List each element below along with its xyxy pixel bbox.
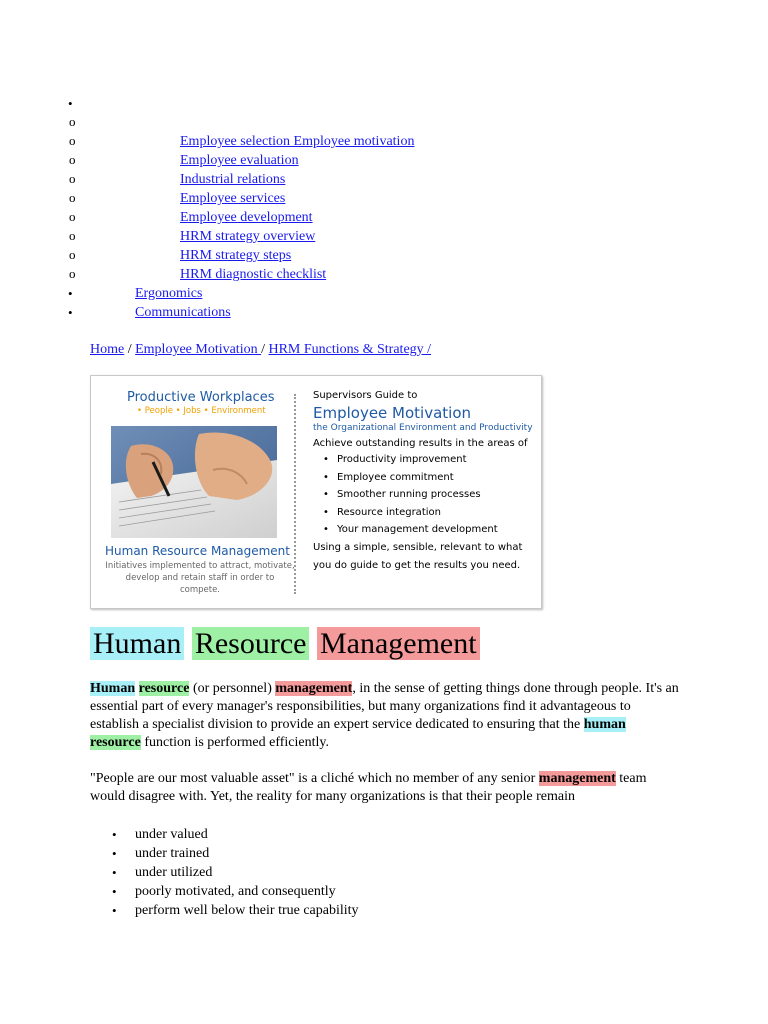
intro-paragraph [90,680,680,752]
list-item: • under valued [90,825,359,844]
nav-item [90,151,414,170]
banner-benefits-list [313,451,541,539]
paragraph-text: "People are our most valuable asset" is a cliché which no member of any senior [90,771,539,786]
nav-link-employee-selection[interactable]: Employee selection Employee motivation [180,134,415,149]
second-paragraph [90,770,680,806]
paragraph-text: , in the sense of getting things done through people. It's an essential part of every manager's responsibilities, but many organizations find it advantageous to establish a specialist division to provide an expert service dedicated to ensuring that the [90,681,679,732]
list-item: • Smoother running processes [313,486,541,504]
nav-link-hrm-strategy-steps[interactable]: HRM strategy steps [180,248,292,263]
supervisors-guide-banner[interactable] [90,375,542,609]
banner-divider [294,394,296,594]
nav-empty-sub-bullet [90,113,414,132]
nav-item [90,132,414,151]
nav-link-hrm-diagnostic-checklist[interactable]: HRM diagnostic checklist [180,267,327,282]
highlight-management: management [538,771,616,786]
using-guide-text: Using a simple, sensible, relevant to what you do guide to get the results you need. [313,541,523,571]
nav-link-employee-services[interactable]: Employee services [180,191,286,206]
list-item: • perform well below their true capability [90,901,359,920]
list-item: • poorly motivated, and consequently [90,882,359,901]
supervisors-guide-label: Supervisors Guide to [313,390,418,401]
nav-link-hrm-strategy-overview[interactable]: HRM strategy overview [180,229,316,244]
paragraph-text: team would disagree with. Yet, the reality for many organizations is that their people remain [90,771,647,804]
signing-document-photo [111,426,277,538]
achieve-text: Achieve outstanding results in the areas of [313,438,528,449]
paragraph-text: function is performed efficiently. [140,735,329,750]
employee-motivation-subtitle: the Organizational Environment and Productivity [313,423,533,433]
list-item: • Your management development [313,521,541,539]
list-item: • under trained [90,844,359,863]
nav-item [90,170,414,189]
hrm-banner-text: Initiatives implemented to attract, motivate, develop and retain staff in order to compete. [105,561,295,595]
nav-link-communications[interactable]: Communications [135,305,231,320]
employee-motivation-title: Employee Motivation [313,404,472,422]
list-item: • Employee commitment [313,469,541,487]
breadcrumb-separator: / [124,342,136,357]
breadcrumb-employee-motivation[interactable]: Employee Motivation [135,342,262,357]
page-title [90,625,480,663]
nav-item [90,246,414,265]
paragraph-text: (or personnel) [189,681,276,696]
breadcrumb [90,340,431,360]
nav-link-employee-development[interactable]: Employee development [180,210,313,225]
productive-workplaces-title: Productive Workplaces [127,390,275,405]
title-word-human: Human [90,627,184,660]
title-word-management: Management [317,627,480,660]
productive-workplaces-subtitle: • People • Jobs • Environment [137,406,266,416]
breadcrumb-hrm-functions[interactable]: HRM Functions & Strategy / [268,342,432,357]
highlight-human: human [583,717,626,732]
nav-empty-bullet [90,94,414,113]
people-issues-list [90,825,359,920]
nav-item [90,265,414,284]
highlight-resource: resource [138,681,190,696]
list-item: • Productivity improvement [313,451,541,469]
nav-item [90,227,414,246]
breadcrumb-separator: / [261,342,269,357]
highlight-resource: resource [90,735,141,750]
banner-right-panel [313,390,541,574]
nav-item [90,189,414,208]
highlight-human: Human [90,681,136,696]
nav-item [90,208,414,227]
highlight-management: management [275,681,353,696]
breadcrumb-home[interactable]: Home [90,342,125,357]
nav-link-ergonomics[interactable]: Ergonomics [135,286,203,301]
title-word-resource: Resource [192,627,310,660]
list-item: • Resource integration [313,504,541,522]
nav-item [90,284,414,303]
hrm-banner-title: Human Resource Management [105,544,290,558]
site-navigation [90,94,414,322]
list-item: • under utilized [90,863,359,882]
nav-link-industrial-relations[interactable]: Industrial relations [180,172,286,187]
nav-item [90,303,414,322]
banner-left-panel [91,376,295,608]
nav-link-employee-evaluation[interactable]: Employee evaluation [180,153,299,168]
